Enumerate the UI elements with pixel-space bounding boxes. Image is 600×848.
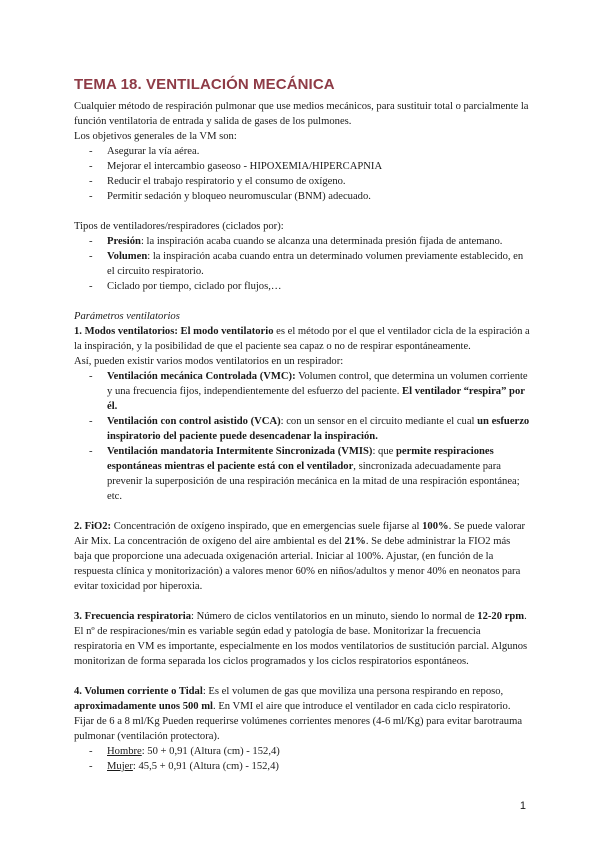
params-heading: Parámetros ventilatorios (74, 311, 180, 322)
list-item (74, 249, 530, 279)
type-description: Ciclado por tiempo, ciclado por flujos,… (107, 281, 282, 292)
section-3-paragraph: 3. Frecuencia respiratoria: Número de ciclos ventilatorios en un minuto, siendo lo normal de 12-20 rpm. El nº de respiraciones/min es variable según edad y patología de base. Monitorizar la frecuencia respiratoria en VM es importante, especialmente en los modos ventilatorios de sustitución parcial. Algunos monitorizan de forma separada los ciclos programados y los ciclos respiratorios espontáneos. (74, 611, 528, 667)
type-name: Presión (107, 236, 141, 247)
section-1-heading: 1. Modos ventilatorios: El modo ventilatorio (74, 326, 274, 337)
list-item: - Ventilación mecánica Controlada (VMC): Volumen control, que determina un volumen corriente y una frecuencia fijos, independientemente del esfuerzo del paciente. El ventilador “respira” por él. (74, 369, 530, 414)
list-item: - Permitir sedación y bloqueo neuromuscular (BNM) adecuado. (74, 189, 530, 204)
section-4-heading: 4. Volumen corriente o Tidal (74, 686, 203, 697)
type-description: : la inspiración acaba cuando se alcanza una determinada presión fijada de antemano. (140, 236, 503, 247)
list-item: - Ventilación mandatoria Intermitente Sincronizada (VMIS): que permite respiraciones espontáneas mientras el paciente está con el ventilador, sincronizada adecuadamente para prevenir la superposición de una respiración mecánica en la mitad de una respiración espontánea; etc. (74, 444, 530, 504)
section-3-heading: 3. Frecuencia respiratoria (74, 611, 191, 622)
intro-paragraph: Cualquier método de respiración pulmonar que use medios mecánicos, para sustituir total o parcialmente la función ventilatoria de entrada y salida de gases de los pulmones. (74, 101, 529, 127)
type-name: Volumen (107, 251, 148, 262)
type-description: : la inspiración acaba cuando entra un determinado volumen previamente establecido, en el circuito respiratorio. (107, 251, 524, 277)
section-1-line: Así, pueden existir varios modos ventilatorios en un respirador: (74, 356, 344, 367)
document-page (74, 76, 530, 774)
page-title: TEMA 18. VENTILACIÓN MECÁNICA (74, 76, 335, 93)
section-2-heading: 2. FiO2: (74, 521, 112, 532)
types-list (74, 234, 530, 294)
modes-list (74, 369, 530, 504)
list-item: - Reducir el trabajo respiratorio y el consumo de oxígeno. (74, 174, 530, 189)
list-item: - Mejorar el intercambio gaseoso - HIPOXEMIA/HIPERCAPNIA (74, 159, 530, 174)
list-item (74, 279, 530, 294)
list-item: - Asegurar la vía aérea. (74, 144, 530, 159)
page-number: 1 (519, 800, 526, 812)
section-4-paragraph: 4. Volumen corriente o Tidal: Es el volumen de gas que moviliza una persona respirando en reposo, aproximadamente unos 500 ml. En VMI el aire que introduce el ventilador en cada ciclo respiratorio. Fijar de 6 a 8 ml/Kg Pueden requerirse volúmenes corrientes menores (4-6 ml/Kg) para evitar barotrauma pulmonar (ventilación protectora). (74, 686, 523, 742)
list-item: - Hombre: 50 + 0,91 (Altura (cm) - 152,4) (74, 744, 530, 759)
objectives-list (74, 144, 530, 204)
list-item: - Ventilación con control asistido (VCA): con un sensor en el circuito mediante el cual un esfuerzo inspiratorio del paciente puede desencadenar la inspiración. (74, 414, 530, 444)
section-2-paragraph: 2. FiO2: Concentración de oxígeno inspirado, que en emergencias suele fijarse al 100%. Se puede valorar Air Mix. La concentración de oxígeno del aire ambiental es del 21%. Se debe administrar la FIO2 más baja que proporcione una adecuada oxigenación arterial. Iniciar al 100%. Ajustar, (en función de la respuesta clínica y monitorización) a valores menor 60% en niños/adultos y menor 40% en neonatos para evitar toxicidad por hiperoxia. (74, 521, 526, 592)
list-item (74, 234, 530, 249)
list-item: - Mujer: 45,5 + 0,91 (Altura (cm) - 152,4) (74, 759, 530, 774)
section-1-paragraph: 1. Modos ventilatorios: El modo ventilatorio es el método por el que el ventilador cicla de la espiración a la inspiración, y la posibilidad de que el paciente sea capaz o no de respirar espontáneamente. (74, 326, 530, 352)
formula-list (74, 744, 530, 774)
objectives-heading: Los objetivos generales de la VM son: (74, 131, 237, 142)
types-heading: Tipos de ventiladores/respiradores (ciclados por): (74, 221, 284, 232)
